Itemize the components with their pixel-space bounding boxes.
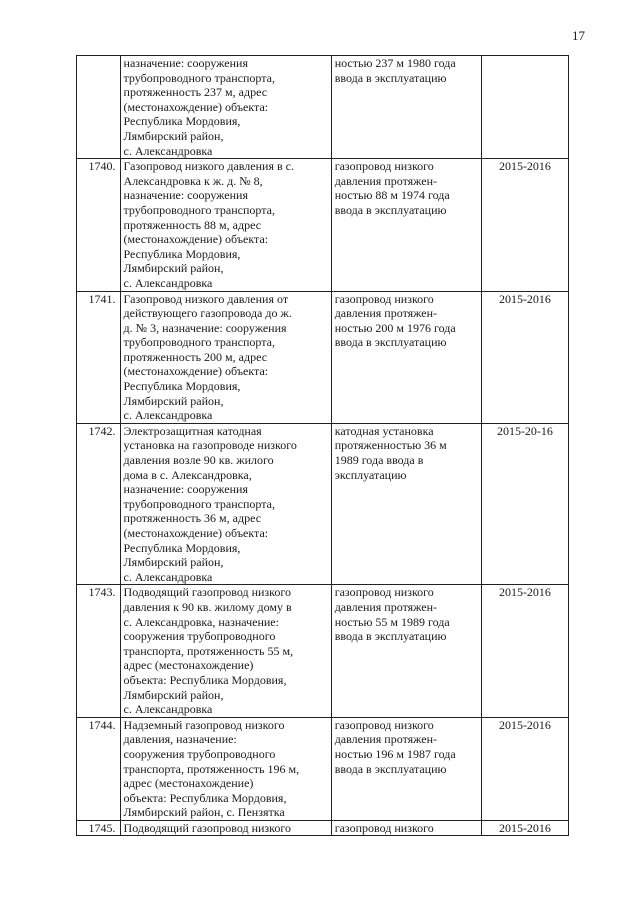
table-row (77, 56, 569, 159)
privatization-period: 2015-2016 (481, 820, 568, 836)
row-number: 1743. (77, 585, 121, 717)
privatization-period: 2015-20-16 (481, 423, 568, 585)
object-characteristics: ностью 237 м 1980 года ввода в эксплуатацию (331, 56, 481, 159)
table-row (77, 585, 569, 717)
object-description: назначение: сооружения трубопроводного транспорта, протяженность 237 м, адрес (местонахождение) объекта: Республика Мордовия, Лямбирский район, с. Александровка (120, 56, 331, 159)
object-characteristics: катодная установка протяженностью 36 м 1989 года ввода в эксплуатацию (331, 423, 481, 585)
property-registry-table (76, 55, 569, 836)
row-number: 1740. (77, 159, 121, 291)
row-number: 1741. (77, 291, 121, 423)
object-description: Подводящий газопровод низкого (120, 820, 331, 836)
object-characteristics: газопровод низкого давления протяжен- ностью 200 м 1976 года ввода в эксплуатацию (331, 291, 481, 423)
row-number: 1745. (77, 820, 121, 836)
object-description: Подводящий газопровод низкого давления к 90 кв. жилому дому в с. Александровка, назначение: сооружения трубопроводного транспорта, протяженность 55 м, адрес (местонахождение) объекта: Республика Мордовия, Лямбирский район, с. Александровка (120, 585, 331, 717)
row-number: 1742. (77, 423, 121, 585)
table-row (77, 717, 569, 820)
registry-body (77, 56, 569, 836)
table-row (77, 291, 569, 423)
table-row (77, 820, 569, 836)
privatization-period: 2015-2016 (481, 159, 568, 291)
row-number (77, 56, 121, 159)
object-characteristics: газопровод низкого (331, 820, 481, 836)
privatization-period: 2015-2016 (481, 291, 568, 423)
table-row (77, 159, 569, 291)
object-characteristics: газопровод низкого давления протяжен- ностью 88 м 1974 года ввода в эксплуатацию (331, 159, 481, 291)
object-description: Газопровод низкого давления в с. Александровка к ж. д. № 8, назначение: сооружения трубопроводного транспорта, протяженность 88 м, адрес (местонахождение) объекта: Республика Мордовия, Лямбирский район, с. Александровка (120, 159, 331, 291)
object-characteristics: газопровод низкого давления протяжен- ностью 196 м 1987 года ввода в эксплуатацию (331, 717, 481, 820)
table-row (77, 423, 569, 585)
privatization-period: 2015-2016 (481, 585, 568, 717)
row-number: 1744. (77, 717, 121, 820)
privatization-period: 2015-2016 (481, 717, 568, 820)
object-description: Электрозащитная катодная установка на газопроводе низкого давления возле 90 кв. жилого дома в с. Александровка, назначение: сооружения трубопроводного транспорта, протяженность 36 м, адрес (местонахождение) объекта: Республика Мордовия, Лямбирский район, с. Александровка (120, 423, 331, 585)
object-description: Газопровод низкого давления от действующего газопровода до ж. д. № 3, назначение: сооружения трубопроводного транспорта, протяженность 200 м, адрес (местонахождение) объекта: Республика Мордовия, Лямбирский район, с. Александровка (120, 291, 331, 423)
object-description: Надземный газопровод низкого давления, назначение: сооружения трубопроводного транспорта, протяженность 196 м, адрес (местонахождение) объекта: Республика Мордовия, Лямбирский район, с. Пензятка (120, 717, 331, 820)
page-number: 17 (572, 28, 585, 43)
object-characteristics: газопровод низкого давления протяжен- ностью 55 м 1989 года ввода в эксплуатацию (331, 585, 481, 717)
privatization-period (481, 56, 568, 159)
